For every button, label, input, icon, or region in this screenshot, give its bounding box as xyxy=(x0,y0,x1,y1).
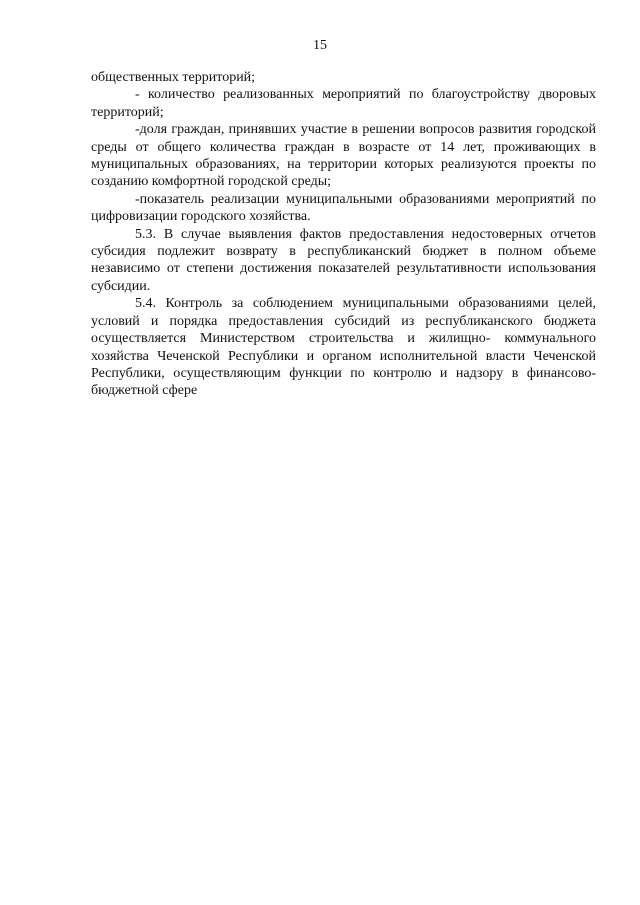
paragraph-digitalization: -показатель реализации муниципальными образованиями мероприятий по цифровизации городского хозяйства. xyxy=(91,191,596,225)
paragraph-5-3: 5.3. В случае выявления фактов предоставления недостоверных отчетов субсидия подлежит возврату в республиканский бюджет в полном объеме независимо от степени достижения показателей результативности использования субсидии. xyxy=(91,226,596,294)
document-body xyxy=(91,69,596,400)
page-number: 15 xyxy=(313,38,327,53)
paragraph-yard-territories: - количество реализованных мероприятий по благоустройству дворовых территорий; xyxy=(91,87,596,120)
paragraph-citizen-participation: -доля граждан, принявших участие в решении вопросов развития городской среды от общего количества граждан в возрасте от 14 лет, проживающих в муниципальных образованиях, на территории которых реализуются проекты по созданию комфортной городской среды; xyxy=(91,122,596,190)
paragraph-public-territories: общественных территорий; xyxy=(91,70,256,85)
paragraph-5-4: 5.4. Контроль за соблюдением муниципальными образованиями целей, условий и порядка предоставления субсидий из республиканского бюджета осуществляется Министерством строительства и жилищно- коммунального хозяйства Чеченской Республики и органом исполнительной власти Чеченской Республики, осуществляющим функции по контролю и надзору в финансово-бюджетной сфере xyxy=(91,296,596,399)
